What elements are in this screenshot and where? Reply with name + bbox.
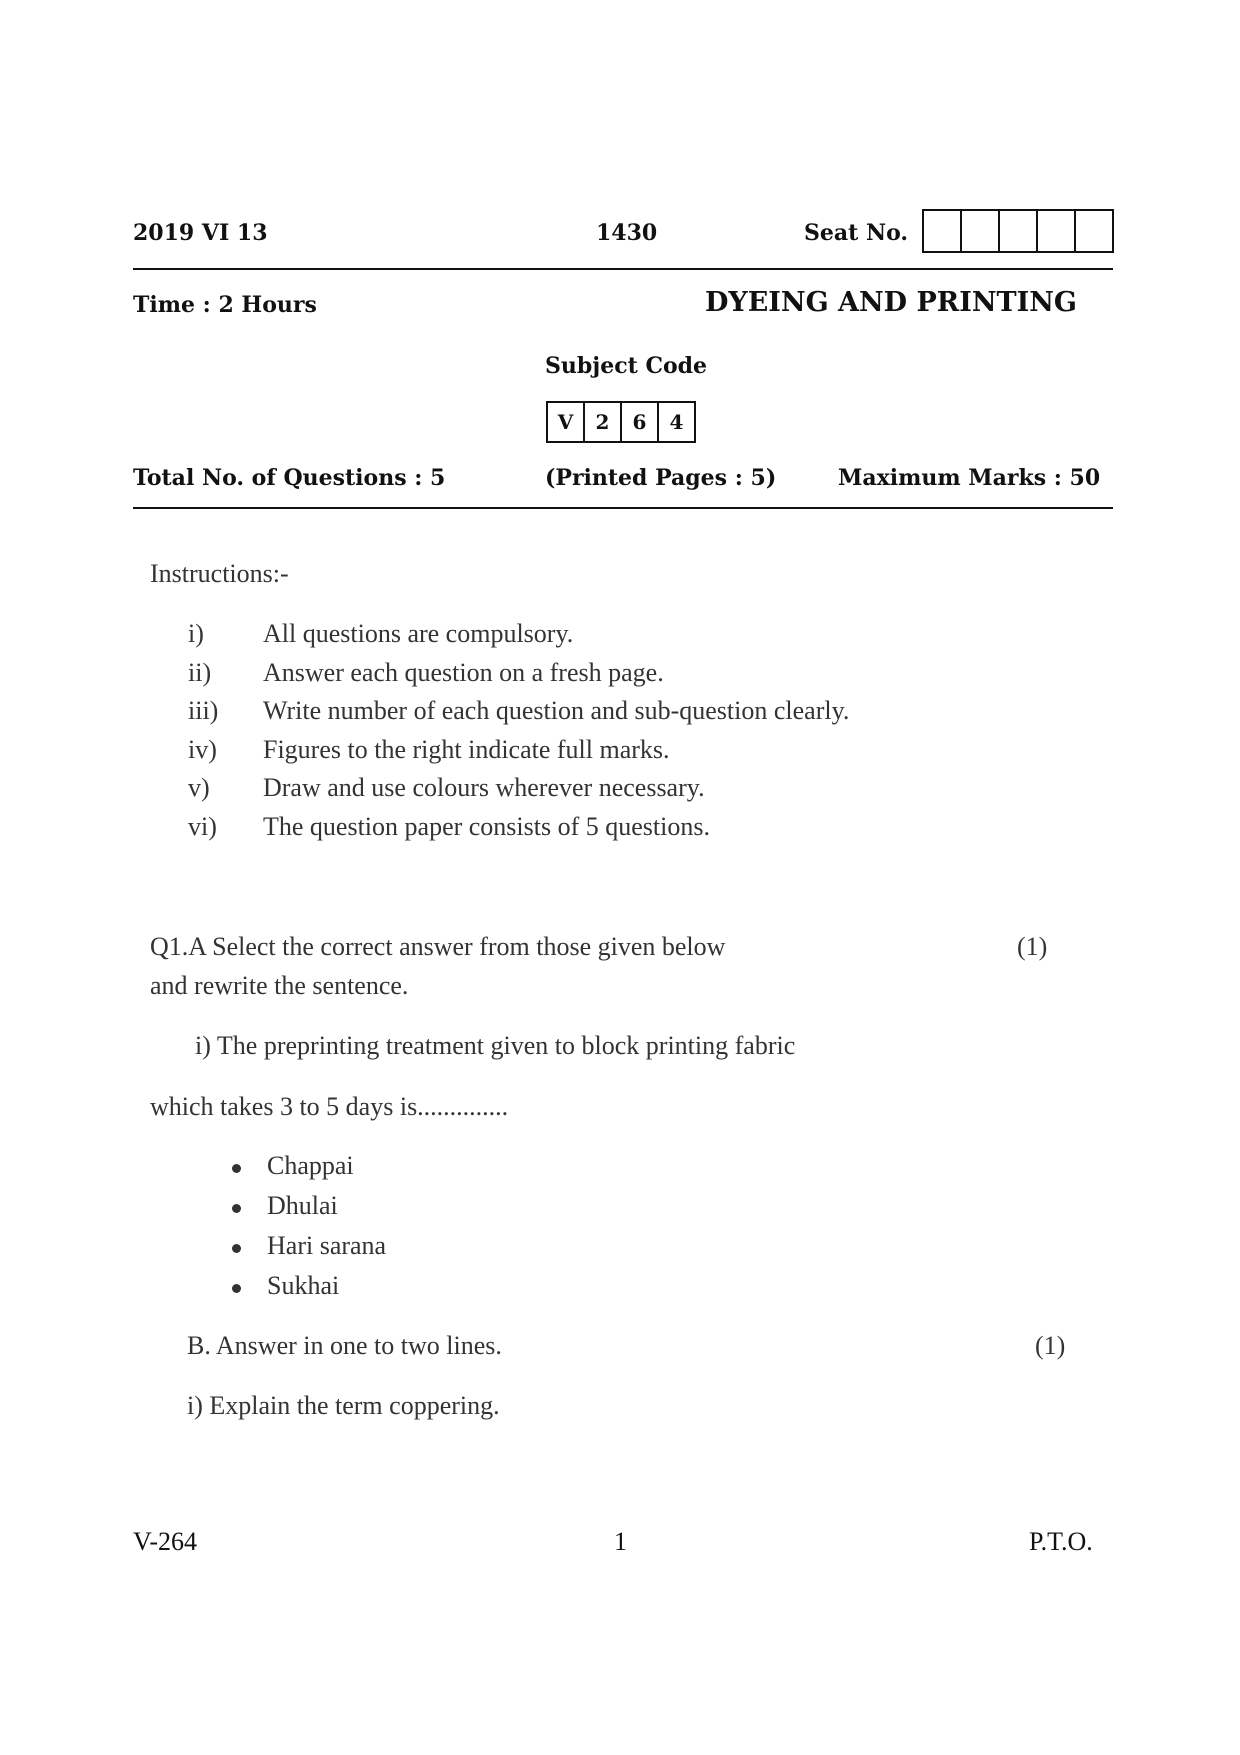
- header-divider-top: [133, 268, 1113, 270]
- question-1a-marks: (1): [1017, 932, 1048, 961]
- instruction-number: iii): [188, 696, 219, 725]
- question-1b-marks: (1): [1035, 1331, 1066, 1360]
- seat-box: [1038, 211, 1076, 251]
- printed-pages: (Printed Pages : 5): [545, 465, 777, 491]
- footer-code: V-264: [133, 1527, 198, 1556]
- seat-box: [1076, 211, 1112, 251]
- option-item: Dhulai: [267, 1191, 338, 1220]
- instructions-title: Instructions:-: [150, 559, 289, 588]
- subject-code-char: 6: [622, 403, 659, 441]
- question-1b-title: B. Answer in one to two lines.: [187, 1331, 502, 1360]
- pto-label: P.T.O.: [1029, 1527, 1093, 1556]
- option-item: Hari sarana: [267, 1231, 387, 1260]
- subject-code-boxes: [546, 401, 696, 443]
- seat-box: [962, 211, 1000, 251]
- instruction-text: Draw and use colours wherever necessary.: [263, 773, 705, 802]
- subject-code-char: 4: [669, 410, 684, 434]
- time-allowed: Time : 2 Hours: [133, 292, 317, 318]
- seat-label: Seat No.: [804, 220, 909, 246]
- total-questions: Total No. of Questions : 5: [133, 465, 446, 491]
- bullet-icon: [232, 1284, 241, 1293]
- instruction-number: v): [188, 773, 210, 802]
- instruction-number: vi): [188, 812, 217, 841]
- instruction-text: The question paper consists of 5 questions.: [263, 812, 710, 841]
- instruction-number: iv): [188, 735, 217, 764]
- instruction-text: Figures to the right indicate full marks.: [263, 735, 670, 764]
- instruction-text: All questions are compulsory.: [263, 619, 574, 648]
- subject-title: DYEING AND PRINTING: [705, 287, 1077, 318]
- header-divider-bottom: [133, 507, 1113, 509]
- seat-number-boxes: [922, 209, 1114, 253]
- question-1a-sub-i-line1: i) The preprinting treatment given to block printing fabric: [195, 1031, 796, 1060]
- option-item: Chappai: [267, 1151, 354, 1180]
- bullet-icon: [232, 1164, 241, 1173]
- maximum-marks: Maximum Marks : 50: [838, 465, 1101, 491]
- seat-box: [1000, 211, 1038, 251]
- instruction-number: ii): [188, 658, 212, 687]
- subject-code-char: 2: [585, 403, 622, 441]
- page-number: 1: [614, 1527, 627, 1556]
- subject-code-label: Subject Code: [545, 353, 708, 379]
- option-item: Sukhai: [267, 1271, 340, 1300]
- question-1a-line1: Q1.A Select the correct answer from those given below: [150, 932, 726, 961]
- question-1b-sub-i: i) Explain the term coppering.: [187, 1391, 500, 1420]
- instruction-text: Answer each question on a fresh page.: [263, 658, 664, 687]
- seat-box: [924, 211, 962, 251]
- exam-code: 2019 VI 13: [133, 220, 268, 246]
- question-1a-sub-i-line2: which takes 3 to 5 days is..............: [150, 1092, 509, 1121]
- instruction-number: i): [188, 619, 204, 648]
- instruction-text: Write number of each question and sub-question clearly.: [263, 696, 850, 725]
- bullet-icon: [232, 1204, 241, 1213]
- subject-code-char: V: [548, 403, 585, 441]
- paper-number: 1430: [596, 220, 658, 246]
- question-1a-line2: and rewrite the sentence.: [150, 971, 409, 1000]
- bullet-icon: [232, 1244, 241, 1253]
